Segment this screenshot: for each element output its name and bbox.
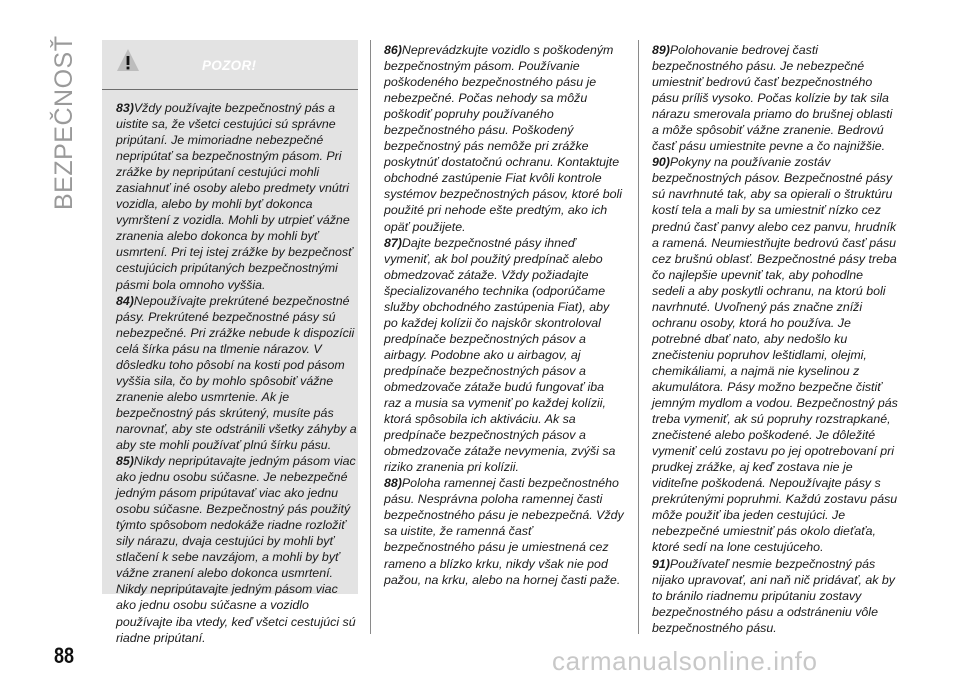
page-number: 88: [54, 643, 75, 668]
item-number: 84): [116, 293, 134, 308]
list-item: [116, 453, 358, 646]
list-item: [116, 100, 358, 293]
item-number: 87): [384, 235, 402, 250]
item-text: Polohovanie bedrovej časti bezpečnostného pásu. Je nebezpečné umiestniť bedrovú časť bezpečnostného pásu príliš vysoko. Počas kolízie by tak sila nárazu smerovala priamo do brušnej oblasti a môže spôsobiť vážne zranenie. Bedrovú časť pásu umiestnite pevne a čo najnižšie.: [652, 43, 893, 154]
item-number: 90): [652, 155, 670, 170]
item-number: 86): [384, 43, 402, 57]
warning-text: [116, 100, 358, 646]
item-number: 88): [384, 476, 402, 491]
list-item: [652, 556, 898, 636]
item-text: Dajte bezpečnostné pásy ihneď vymeniť, ak bol použitý predpínač alebo obmedzovač zátaže. Vždy požiadajte špecializovaného technika (odporúčame služby obchodného zastúpenia Fiat), aby po každej kolízii čo najskôr skontroloval predpínače bezpečnostných pásov a airbagy. Podobne ako u airbagov, aj predpínače bezpečnostných pásov a obmedzovače zátaže budú fungovať iba raz a musia sa vymeniť po každej kolízii, ktorá spôsobila ich aktiváciu. Ak sa predpínače bezpečnostných pásov a obmedzovače zátaže nevymenia, zvýši sa riziko zranenia pri kolízii.: [384, 235, 616, 475]
list-item: [384, 235, 624, 476]
list-item: [384, 475, 624, 587]
item-number: 89): [652, 43, 670, 57]
warning-triangle-icon: [116, 48, 140, 72]
item-text: Nikdy nepripútavajte jedným pásom viac ako jednu osobu súčasne. Je nebezpečné jedným pásom pripútavať viac ako jednu osobu súčasne. Bezpečnostný pás použitý týmto spôsobom nedokáže riadne rozložiť sily nárazu, dvaja cestujúci by mohli byť stlačení k sebe navzájom, a mohli by byť vážne zranení alebo dokonca usmrtení. Nikdy nepripútavajte jedným pásom viac ako jednu osobu súčasne a vozidlo používajte iba vtedy, keď všetci cestujúci sú riadne pripútaní.: [116, 454, 356, 645]
item-text: Pokyny na používanie zostáv bezpečnostných pásov. Bezpečnostné pásy sú navrhnuté tak, aby sa opierali o štruktúru kostí tela a mali by sa umiestniť nízko cez prednú časť panvy alebo cez panvu, hrudník a ramená. Neumiestňujte bedrovú časť pásu cez brušnú oblasť. Bezpečnostné pásy treba čo najlepšie upevniť tak, aby pohodlne sedeli a aby poskytli ochranu, na ktorú boli navrhnuté. Uvoľnený pás značne zníži ochranu osoby, ktorá ho používa. Je potrebné dbať nato, aby nedošlo ku znečisteniu popruhov leštidlami, olejmi, chemikáliami, a najmä nie kyselinou z akumulátora. Pásy možno bezpečne čistiť jemným mydlom a vodou. Bezpečnostný pás treba vymeniť, ak sú popruhy rozstrapkané, znečistené alebo poškodené. Je dôležité vymeniť celú zostavu po jej opotrebovaní pri prudkej zrážke, aj keď zostava nie je viditeľne poškodená. Nepoužívajte pásy s prekrútenými popruhmi. Každú zostavu pásu môže použiť iba jeden cestujúci. Je nebezpečné umiestniť pás okolo dieťaťa, ktoré sedí na lone cestujúceho.: [652, 155, 898, 555]
item-number: 91): [652, 556, 670, 571]
item-text: Vždy používajte bezpečnostný pás a uistite sa, že všetci cestujúci sú správne pripútaní. Je mimoriadne nebezpečné nepripútať sa bezpečnostným pásom. Pri zrážke by nepripútaní cestujúci mohli zasiahnuť iné osoby alebo predmety vnútri vozidla, alebo by mohli byť dokonca vymrštení z vozidla. Mohli by utrpieť vážne zranenia alebo dokonca by mohli byť usmrtení. Pri tej istej zrážke by bezpečnosť cestujúcich pripútaných bezpečnostnými pásmi bola omnoho vyššia.: [116, 101, 353, 292]
warning-title: POZOR!: [202, 58, 257, 73]
warning-header: [102, 40, 358, 90]
column-2-text: [384, 42, 624, 588]
column-divider-1: [370, 40, 371, 634]
item-text: Používateľ nesmie bezpečnostný pás nijako upravovať, ani naň nič pridávať, ak by to bránilo riadnemu pripútaniu zostavy bezpečnostného pásu a odstráneniu vôle bezpečnostného pásu.: [652, 556, 895, 635]
column-3-text: [652, 42, 898, 636]
section-title: BEZPEČNOSŤ: [50, 35, 78, 210]
item-text: Neprevádzkujte vozidlo s poškodeným bezpečnostným pásom. Používanie poškodeného bezpečnostného pásu je nebezpečné. Počas nehody sa môžu poškodiť popruhy používaného bezpečnostného pásu. Poškodený bezpečnostný pás nemôže pri zrážke poskytnúť dostatočnú ochranu. Kontaktujte obchodné zastúpenie Fiat kvôli kontrole systémov bezpečnostných pásov, ktoré boli použité pri nehode ešte predtým, ako ich opäť použijete.: [384, 43, 623, 234]
list-item: [384, 42, 624, 235]
list-item: [652, 154, 898, 555]
item-text: Nepoužívajte prekrútené bezpečnostné pásy. Prekrútené bezpečnostné pásy sú nebezpečné. Pri zrážke nebude k dispozícii celá šírka pásu na tlmenie nárazov. V dôsledku toho pôsobí na kosti pod pásom vyššia sila, čo by mohlo spôsobiť vážne zranenie alebo usmrtenie. Ak je bezpečnostný pás skrútený, musíte pás narovnať, aby ste odstránili všetky záhyby a aby ste mohli používať plnú šírku pásu.: [116, 293, 357, 452]
item-number: 85): [116, 454, 134, 469]
item-number: 83): [116, 101, 134, 115]
column-divider-2: [638, 40, 639, 634]
list-item: [652, 42, 898, 154]
item-text: Poloha ramennej časti bezpečnostného pásu. Nesprávna poloha ramennej časti bezpečnostného pásu je nebezpečná. Vždy sa uistite, že ramenná časť bezpečnostného pásu je umiestnená cez rameno a blízko krku, nikdy však nie pod pažou, na krku, alebo na hornej časti paže.: [384, 476, 624, 587]
watermark: carmanualsonline.info: [552, 646, 818, 676]
list-item: [116, 293, 358, 453]
